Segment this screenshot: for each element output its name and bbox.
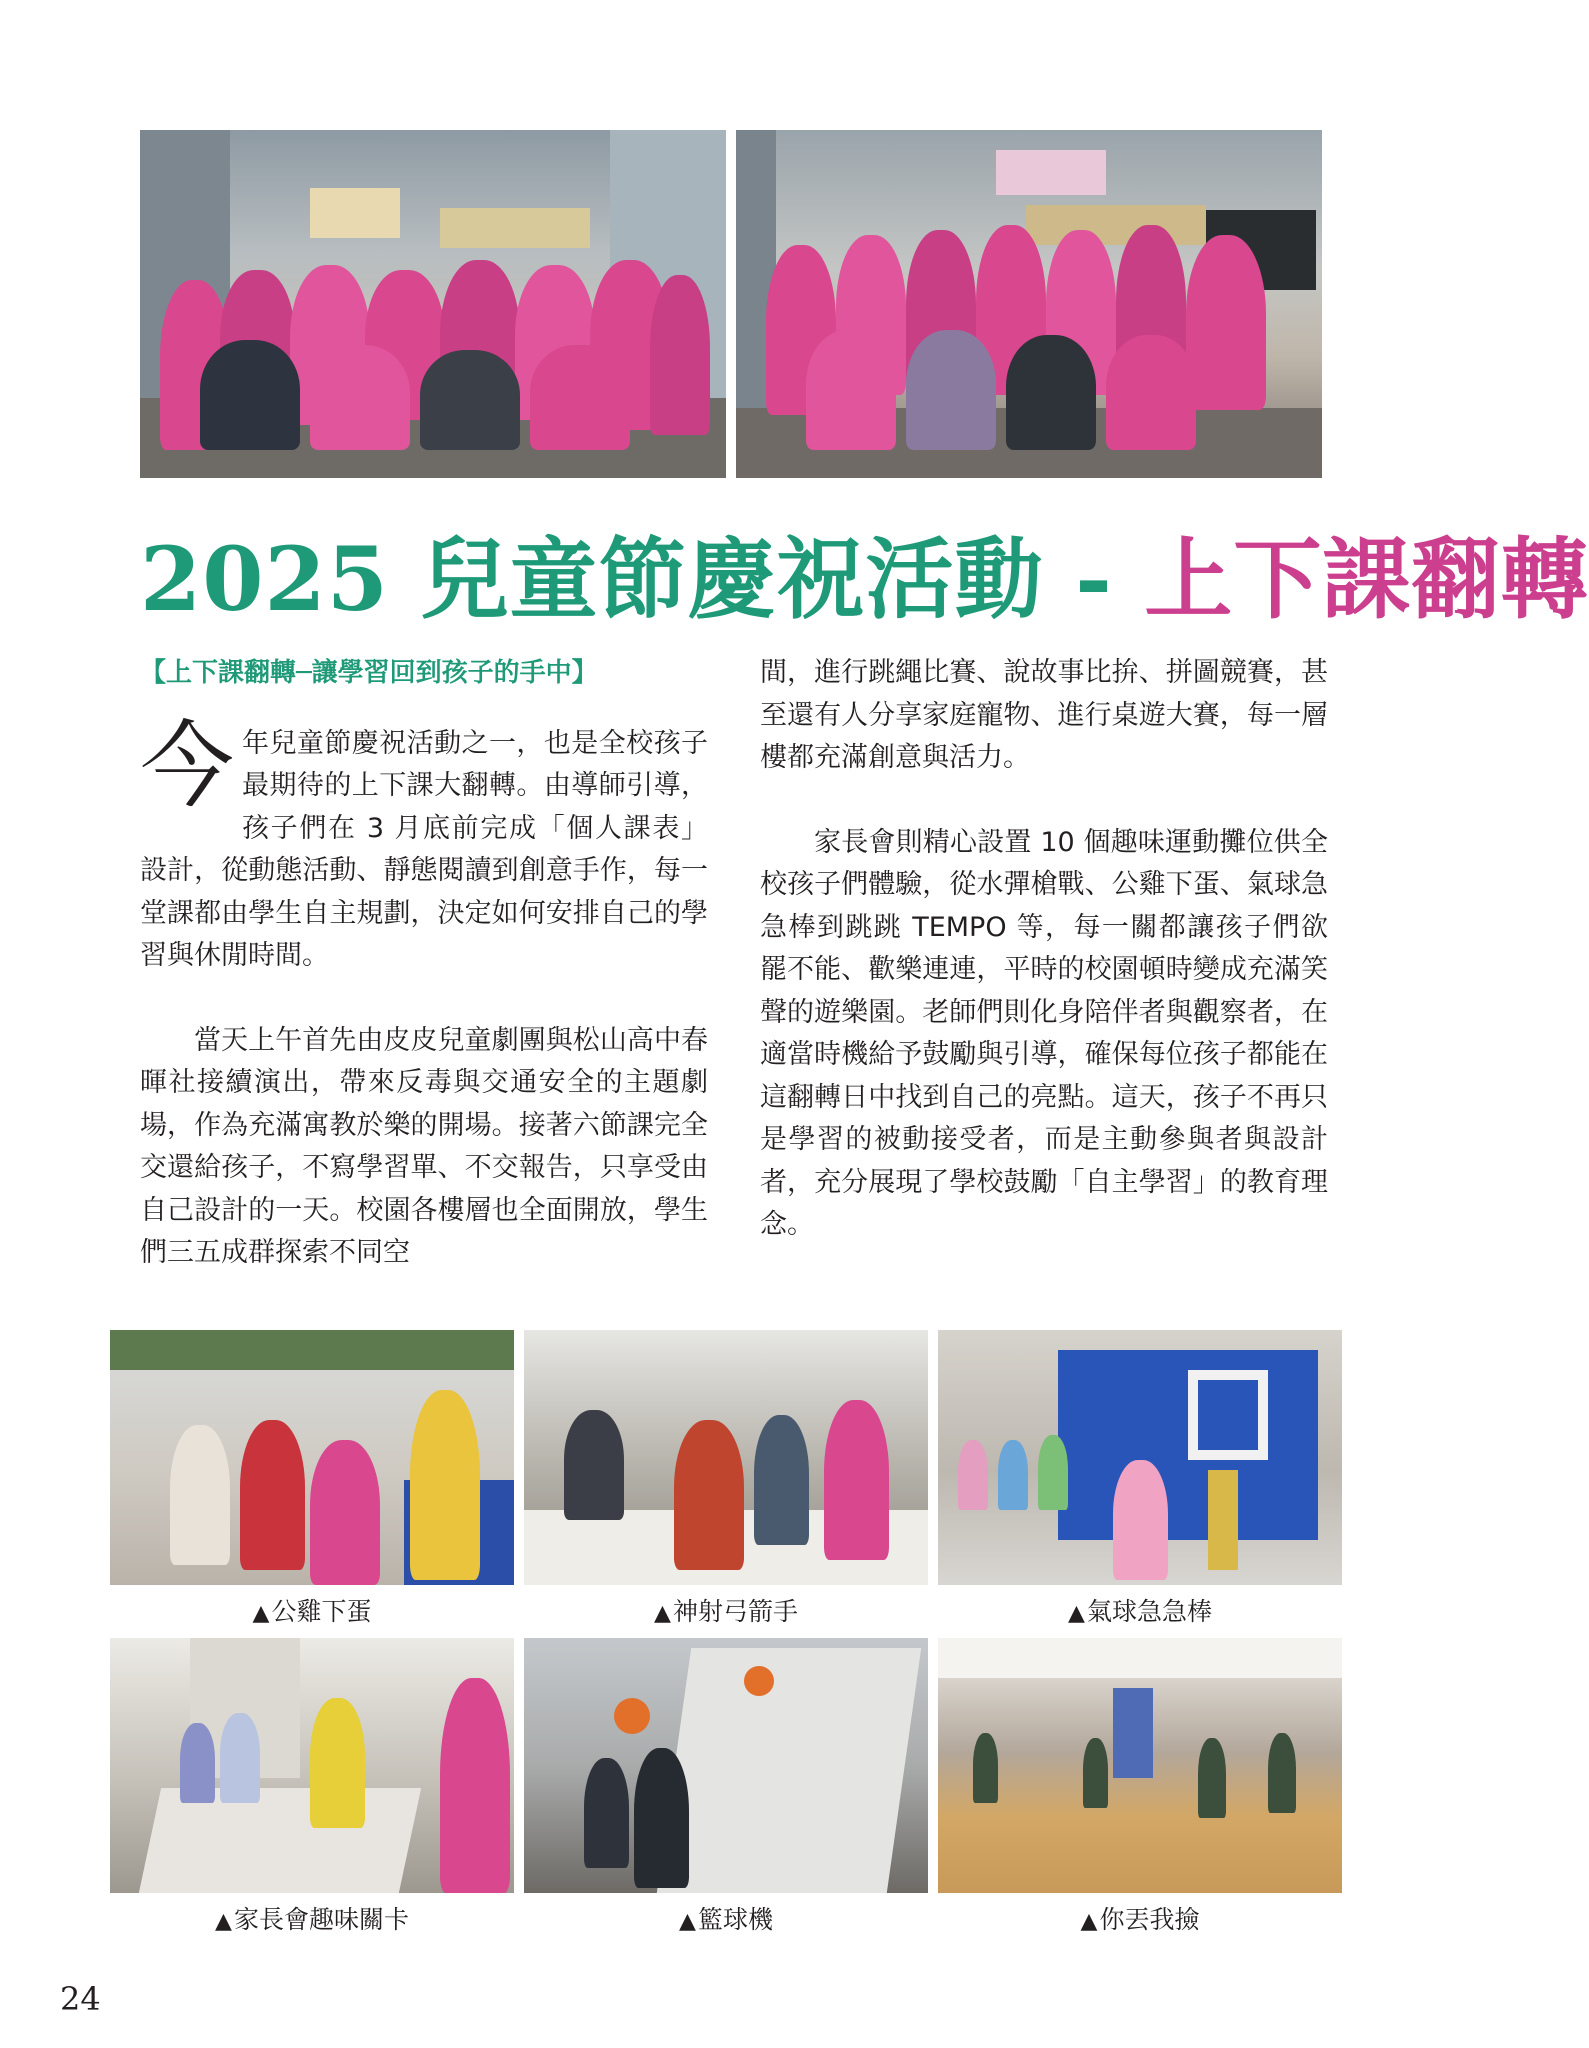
triangle-icon: ▲ bbox=[215, 1909, 232, 1934]
photo-balloon-stick bbox=[938, 1330, 1342, 1585]
paragraph-1 bbox=[140, 711, 708, 978]
triangle-icon: ▲ bbox=[679, 1909, 696, 1934]
paragraph-2: 當天上午首先由皮皮兒童劇團與松山高中春暉社接續演出，帶來反毒與交通安全的主題劇場，作為充滿寓教於樂的開場。接著六節課完全交還給孩子，不寫學習單、不交報告，只享受由自己設計的一天。校園各樓層也全面開放，學生們三五成群探索不同空 bbox=[140, 1024, 708, 1268]
dropcap: 今 bbox=[140, 711, 235, 821]
caption-throw-catch: ▲你丟我撿 bbox=[1080, 1905, 1200, 1934]
triangle-icon: ▲ bbox=[1068, 1601, 1085, 1626]
caption-basketball: ▲籃球機 bbox=[679, 1905, 773, 1934]
caption-balloon-stick: ▲氣球急急棒 bbox=[1068, 1597, 1212, 1626]
triangle-icon: ▲ bbox=[1080, 1909, 1098, 1934]
title-pink-part: 上下課翻轉 bbox=[1144, 527, 1589, 631]
caption-rooster-eggs: ▲公雞下蛋 bbox=[252, 1597, 372, 1626]
caption-archery: ▲神射弓箭手 bbox=[654, 1597, 798, 1626]
photo-throw-catch bbox=[938, 1638, 1342, 1893]
caption-parents-stations: ▲家長會趣味關卡 bbox=[215, 1905, 409, 1934]
article-subhead: 【上下課翻轉─讓學習回到孩子的手中】 bbox=[140, 658, 598, 688]
triangle-icon: ▲ bbox=[654, 1601, 671, 1626]
group-photo-right bbox=[736, 130, 1322, 478]
photo-rooster-eggs bbox=[110, 1330, 514, 1585]
title-green-part: 2025 兒童節慶祝活動 - bbox=[140, 527, 1145, 631]
paragraph-2-continued: 間，進行跳繩比賽、說故事比拚、拼圖競賽，甚至還有人分享家庭寵物、進行桌遊大賽，每一層樓都充滿創意與活力。 bbox=[760, 657, 1328, 773]
paragraph-1-text: 年兒童節慶祝活動之一，也是全校孩子最期待的上下課大翻轉。由導師引導，孩子們在 3 月底前完成「個人課表」設計，從動態活動、靜態閱讀到創意手作，每一堂課都由學生自主規劃，決定如何安排自己的學習與休閒時間。 bbox=[140, 727, 708, 971]
article-title bbox=[140, 510, 1589, 631]
triangle-icon: ▲ bbox=[252, 1601, 270, 1626]
article-column-left bbox=[140, 652, 708, 1275]
paragraph-3: 家長會則精心設置 10 個趣味運動攤位供全校孩子們體驗，從水彈槍戰、公雞下蛋、氣球急急棒到跳跳 TEMPO 等，每一關都讓孩子們欲罷不能、歡樂連連，平時的校園頓時變成充滿笑聲的遊樂園。老師們則化身陪伴者與觀察者，在適當時機給予鼓勵與引導，確保每位孩子都能在這翻轉日中找到自己的亮點。這天，孩子不再只是學習的被動接受者，而是主動參與者與設計者，充分展現了學校鼓勵「自主學習」的教育理念。 bbox=[760, 826, 1328, 1240]
photo-archery bbox=[524, 1330, 928, 1585]
group-photo-left bbox=[140, 130, 726, 478]
photo-basketball bbox=[524, 1638, 928, 1893]
article-column-right bbox=[760, 652, 1328, 1247]
photo-parents-stations bbox=[110, 1638, 514, 1893]
page-number: 24 bbox=[60, 1980, 101, 2018]
